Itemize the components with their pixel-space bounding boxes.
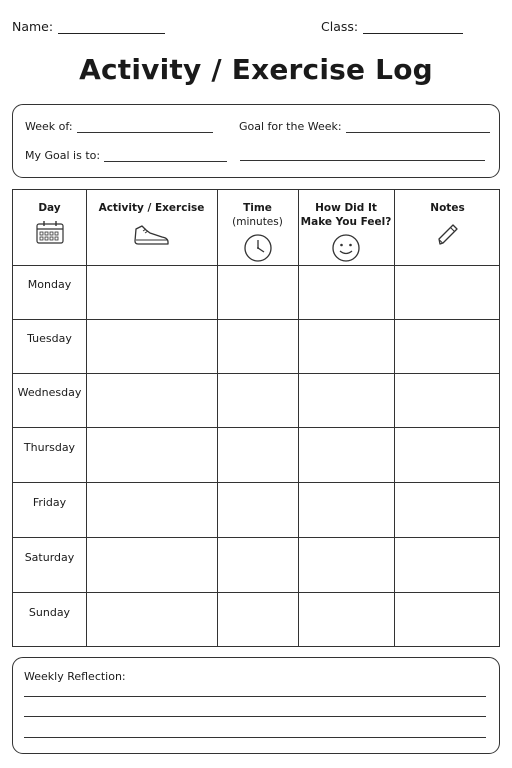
column-header-label: Activity / Exercise (98, 202, 205, 214)
day-label-friday: Friday (32, 496, 67, 509)
row-divider (13, 265, 499, 266)
class-line[interactable] (363, 20, 463, 34)
column-header-label: Notes (430, 202, 465, 214)
row-divider (13, 427, 499, 428)
day-label-thursday: Thursday (23, 441, 76, 454)
row-divider (13, 537, 499, 538)
class-label: Class: (321, 19, 359, 34)
week-of-line[interactable] (77, 121, 213, 133)
weekly-reflection-box (12, 657, 500, 754)
name-field[interactable] (12, 19, 165, 34)
row-divider (13, 319, 499, 320)
row-divider (13, 482, 499, 483)
column-header-notes (394, 190, 501, 265)
my-goal-line[interactable] (104, 150, 227, 162)
day-label-tuesday: Tuesday (27, 332, 72, 345)
day-label-monday: Monday (27, 278, 72, 291)
column-header-activity (86, 190, 217, 265)
class-field[interactable] (321, 19, 463, 34)
column-header-sublabel: (minutes) (232, 216, 283, 228)
smiley-icon (331, 233, 361, 263)
day-label-wednesday: Wednesday (17, 386, 82, 399)
sneaker-icon (132, 219, 172, 249)
pencil-icon (433, 219, 463, 249)
my-goal-line-continued[interactable] (240, 160, 485, 161)
week-of-field[interactable] (25, 120, 213, 133)
column-header-feel (298, 190, 394, 265)
row-divider (13, 592, 499, 593)
calendar-icon (35, 219, 65, 245)
name-label: Name: (12, 19, 54, 34)
goal-box (12, 104, 500, 178)
day-label-sunday: Sunday (28, 606, 71, 619)
goal-week-field[interactable] (239, 120, 490, 133)
column-header-label: Time (243, 202, 272, 214)
week-of-label: Week of: (25, 120, 73, 133)
reflection-line[interactable] (24, 737, 486, 738)
day-label-saturday: Saturday (24, 551, 75, 564)
column-header-label: How Did It Make You Feel? (300, 202, 392, 228)
weekly-reflection-label: Weekly Reflection: (24, 670, 126, 683)
my-goal-field[interactable] (25, 149, 227, 162)
name-line[interactable] (58, 20, 165, 34)
column-header-time (217, 190, 298, 265)
reflection-line[interactable] (24, 696, 486, 697)
my-goal-label: My Goal is to: (25, 149, 101, 162)
reflection-line[interactable] (24, 716, 486, 717)
activity-log-table (12, 189, 500, 647)
goal-week-label: Goal for the Week: (239, 120, 342, 133)
page-title: Activity / Exercise Log (79, 53, 433, 86)
goal-week-line[interactable] (346, 121, 490, 133)
column-header-label: Day (38, 202, 61, 214)
clock-icon (243, 233, 273, 263)
row-divider (13, 373, 499, 374)
column-header-day (13, 190, 86, 265)
